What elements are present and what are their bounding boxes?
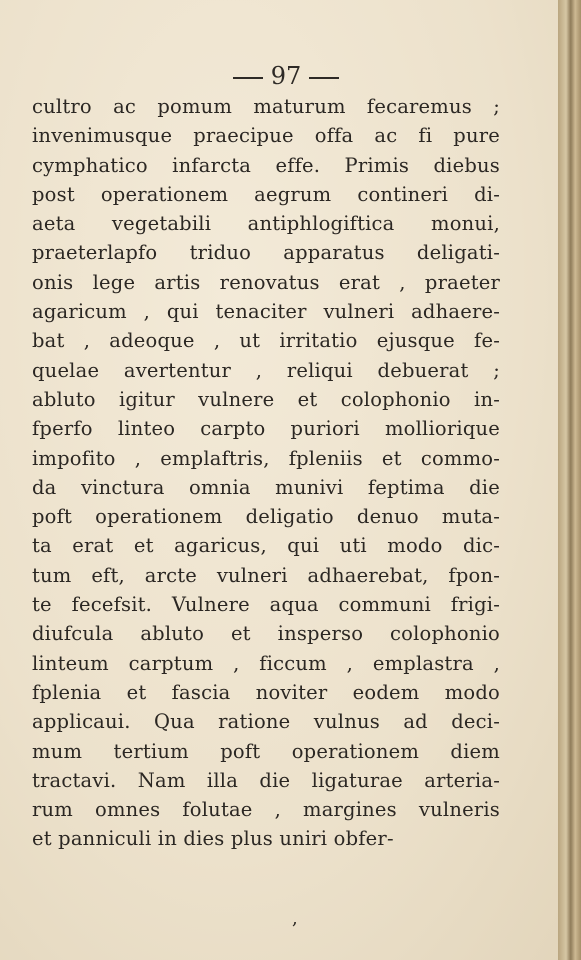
text-line: abluto igitur vulnere et colophonio in- <box>32 387 500 411</box>
header-dash-right <box>309 77 339 79</box>
header-dash-left <box>233 77 263 79</box>
text-line: impofito , emplaftris, fpleniis et commo- <box>32 446 500 470</box>
text-line: invenimusque praecipue offa ac fi pure <box>32 124 500 148</box>
text-line: rum omnes folutae , margines vulneris <box>32 798 500 822</box>
body-text <box>32 92 500 854</box>
text-line: et panniculi in dies plus uniri obfer- <box>32 827 394 851</box>
text-line: mum tertium poft operationem diem <box>32 739 500 763</box>
text-line: applicaui. Qua ratione vulnus ad deci- <box>32 710 500 734</box>
page-number: 97 <box>270 62 302 90</box>
text-line: quelae avertentur , reliqui debuerat ; <box>32 358 500 382</box>
text-line: cymphatico infarcta effe. Primis diebus <box>32 153 500 177</box>
text-line: fperfo linteo carpto puriori molliorique <box>32 417 500 441</box>
text-line: tractavi. Nam illa die ligaturae arteria- <box>32 768 500 792</box>
text-line: da vinctura omnia munivi feptima die <box>32 475 500 499</box>
text-line: fplenia et fascia noviter eodem modo <box>32 680 500 704</box>
text-line: diufcula abluto et insperso colophonio <box>32 622 500 646</box>
text-line: tum eft, arcte vulneri adhaerebat, fpon- <box>32 563 500 587</box>
text-line: linteum carptum , ficcum , emplastra , <box>32 651 500 675</box>
text-line: bat , adeoque , ut irritatio ejusque fe- <box>32 329 500 353</box>
text-line: agaricum , qui tenaciter vulneri adhaere- <box>32 300 500 324</box>
text-line: aeta vegetabili antiphlogiftica monui, <box>32 212 500 236</box>
text-line: praeterlapfo triduo apparatus deligati- <box>32 241 500 265</box>
signature-mark: , <box>292 908 298 929</box>
text-line: te fecefsit. Vulnere aqua communi frigi- <box>32 593 500 617</box>
text-line: onis lege artis renovatus erat , praeter <box>32 270 500 294</box>
page-edge <box>558 0 581 960</box>
text-line: ta erat et agaricus, qui uti modo dic- <box>32 534 500 558</box>
text-line: post operationem aegrum contineri di- <box>32 182 500 206</box>
text-line: cultro ac pomum maturum fecaremus ; <box>32 95 500 118</box>
page-header <box>0 62 572 90</box>
text-line: poft operationem deligatio denuo muta- <box>32 505 500 529</box>
